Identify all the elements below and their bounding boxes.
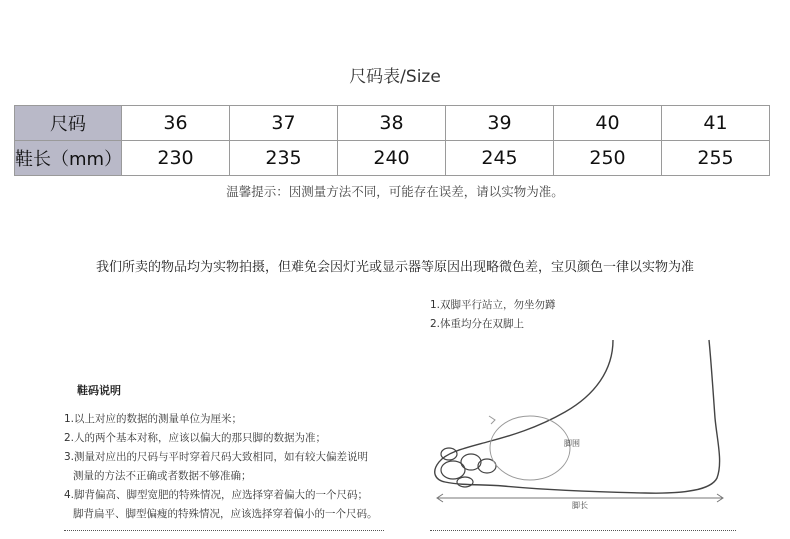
table-cell: 230 xyxy=(122,141,230,176)
note-line: 3.测量对应出的尺码与平时穿着尺码大致相同，如有较大偏差说明 xyxy=(64,451,369,463)
table-cell: 38 xyxy=(338,106,446,141)
dotted-divider xyxy=(430,530,736,531)
table-row xyxy=(15,106,770,141)
girth-arrow xyxy=(489,416,495,424)
note-line: 脚背扁平、脚型偏瘦的特殊情况，应该选择穿着偏小的一个尺码。 xyxy=(73,508,378,520)
note-line: 4.脚背偏高、脚型宽肥的特殊情况，应选择穿着偏大的一个尺码； xyxy=(64,489,369,501)
table-cell: 39 xyxy=(446,106,554,141)
table-cell: 41 xyxy=(662,106,770,141)
table-cell: 250 xyxy=(554,141,662,176)
table-cell: 36 xyxy=(122,106,230,141)
hint-text: 温馨提示：因测量方法不同，可能存在误差，请以实物为准。 xyxy=(226,184,564,199)
step-item: 1.双脚平行站立，勿坐勿蹲 xyxy=(430,299,556,311)
foot-outline xyxy=(435,340,720,493)
dotted-divider xyxy=(64,530,384,531)
note-line: 2.人的两个基本对称，应该以偏大的那只脚的数据为准； xyxy=(64,432,327,444)
table-cell: 245 xyxy=(446,141,554,176)
size-table xyxy=(14,105,770,176)
table-cell: 240 xyxy=(338,141,446,176)
row-header-size: 尺码 xyxy=(15,106,122,141)
table-cell: 255 xyxy=(662,141,770,176)
table-cell: 37 xyxy=(230,106,338,141)
table-cell: 235 xyxy=(230,141,338,176)
foot-illustration xyxy=(425,330,745,520)
length-label: 脚长 xyxy=(572,501,588,510)
measure-steps xyxy=(430,296,556,334)
notes-list xyxy=(64,410,378,524)
table-row xyxy=(15,141,770,176)
note-line: 测量的方法不正确或者数据不够准确； xyxy=(73,470,252,482)
page-title: 尺码表/Size xyxy=(349,67,441,87)
table-cell: 40 xyxy=(554,106,662,141)
toe-shape xyxy=(457,477,473,487)
note-line: 1.以上对应的数据的测量单位为厘米； xyxy=(64,413,243,425)
step-item: 2.体重均分在双脚上 xyxy=(430,318,525,330)
color-disclaimer: 我们所卖的物品均为实物拍摄，但难免会因灯光或显示器等原因出现略微色差，宝贝颜色一律以实物为准 xyxy=(95,260,694,275)
notes-title: 鞋码说明 xyxy=(77,384,121,397)
row-header-length: 鞋长（mm） xyxy=(15,141,122,176)
girth-ring xyxy=(490,416,570,480)
girth-label: 脚围 xyxy=(564,439,580,448)
